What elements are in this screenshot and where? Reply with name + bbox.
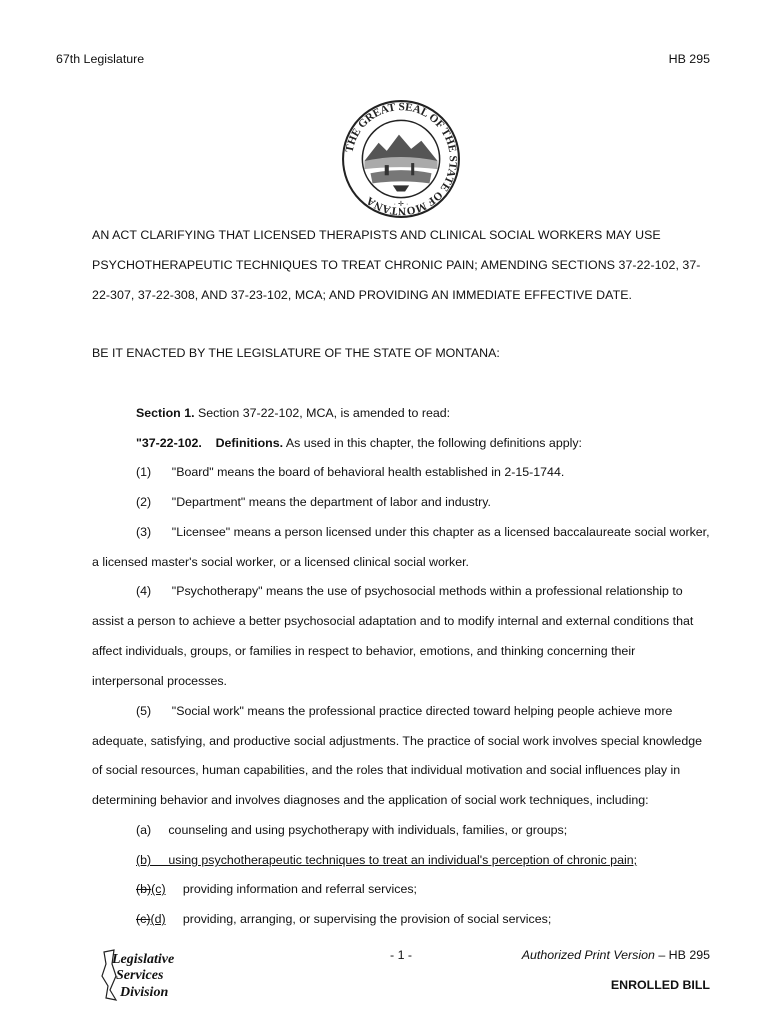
- logo-line-2: Services: [116, 968, 164, 983]
- montana-seal-logo: [340, 98, 462, 220]
- definition-psychotherapy-cont-2: affect individuals, groups, or families in respect to behavior, emotions, and thinking concerning their: [92, 644, 636, 658]
- definition-licensee-cont: a licensed master's social worker, or a licensed clinical social worker.: [92, 555, 469, 569]
- definition-department: (2) "Department" means the department of labor and industry.: [136, 495, 491, 509]
- deleted-label-c: (c): [136, 912, 151, 926]
- title-line-1: AN ACT CLARIFYING THAT LICENSED THERAPISTS AND CLINICAL SOCIAL WORKERS MAY USE: [92, 228, 661, 242]
- inserted-label-d: (d): [150, 912, 166, 926]
- subitem-c: [136, 882, 417, 896]
- bill-number-header: HB 295: [668, 52, 710, 66]
- definitions-intro: As used in this chapter, the following definitions apply:: [283, 436, 582, 450]
- definition-social-work: (5) "Social work" means the professional practice directed toward helping people achieve more: [136, 704, 673, 718]
- logo-line-1: Legislative: [112, 952, 175, 967]
- definition-social-work-cont-2: of social resources, human capabilities, and the roles that individual motivation and social influences play in: [92, 763, 681, 777]
- definition-psychotherapy: (4) "Psychotherapy" means the use of psychosocial methods within a professional relationship to: [136, 584, 683, 598]
- print-version: [522, 948, 710, 962]
- definition-social-work-cont-1: adequate, satisfying, and productive social adjustments. The practice of social work involves special knowledge: [92, 734, 702, 748]
- legislative-services-division-logo: [100, 946, 190, 1002]
- subitem-b-inserted: (b) using psychotherapeutic techniques to treat an individual's perception of chronic pain;: [136, 853, 638, 867]
- svg-text:· ✛ ·: · ✛ ·: [393, 199, 409, 208]
- enrolled-bill-label: ENROLLED BILL: [610, 978, 710, 992]
- subitem-c-text: providing information and referral services;: [165, 882, 417, 896]
- title-line-3: 22-307, 37-22-308, AND 37-23-102, MCA; AND PROVIDING AN IMMEDIATE EFFECTIVE DATE.: [92, 288, 632, 302]
- inserted-label-c: (c): [151, 882, 166, 896]
- legislature-header: 67th Legislature: [56, 52, 145, 66]
- definitions-heading: [136, 436, 582, 450]
- deleted-label-b: (b): [136, 882, 152, 896]
- enacting-clause: BE IT ENACTED BY THE LEGISLATURE OF THE STATE OF MONTANA:: [92, 346, 500, 360]
- section-1-text: Section 37-22-102, MCA, is amended to read:: [194, 406, 451, 420]
- definition-social-work-cont-3: determining behavior and involves diagnoses and the application of social work techniques, including:: [92, 793, 649, 807]
- svg-text:THE GREAT SEAL OF THE STATE OF: THE GREAT SEAL OF THE STATE OF MONTANA: [343, 101, 459, 217]
- section-number: "37-22-102.: [136, 436, 202, 450]
- definition-licensee: (3) "Licensee" means a person licensed under this chapter as a licensed baccalaureate social worker,: [136, 525, 710, 539]
- definition-board: (1) "Board" means the board of behavioral health established in 2-15-1744.: [136, 465, 565, 479]
- title-line-2: PSYCHOTHERAPEUTIC TECHNIQUES TO TREAT CHRONIC PAIN; AMENDING SECTIONS 37-22-102, 37-: [92, 258, 701, 272]
- section-1-label: Section 1.: [136, 406, 195, 420]
- logo-line-3: Division: [120, 985, 169, 1000]
- print-version-bill: – HB 295: [654, 948, 710, 962]
- subitem-d-text: providing, arranging, or supervising the provision of social services;: [165, 912, 552, 926]
- section-1-intro: [136, 406, 450, 420]
- page-number: - 1 -: [390, 948, 413, 962]
- subitem-a: (a) counseling and using psychotherapy with individuals, families, or groups;: [136, 823, 568, 837]
- print-version-label: Authorized Print Version: [521, 948, 655, 962]
- subitem-d: [136, 912, 551, 926]
- definitions-title: Definitions.: [215, 436, 284, 450]
- definition-psychotherapy-cont-1: assist a person to achieve a better psychosocial adaptation and to modify internal and external conditions that: [92, 614, 694, 628]
- definition-psychotherapy-cont-3: interpersonal processes.: [92, 674, 227, 688]
